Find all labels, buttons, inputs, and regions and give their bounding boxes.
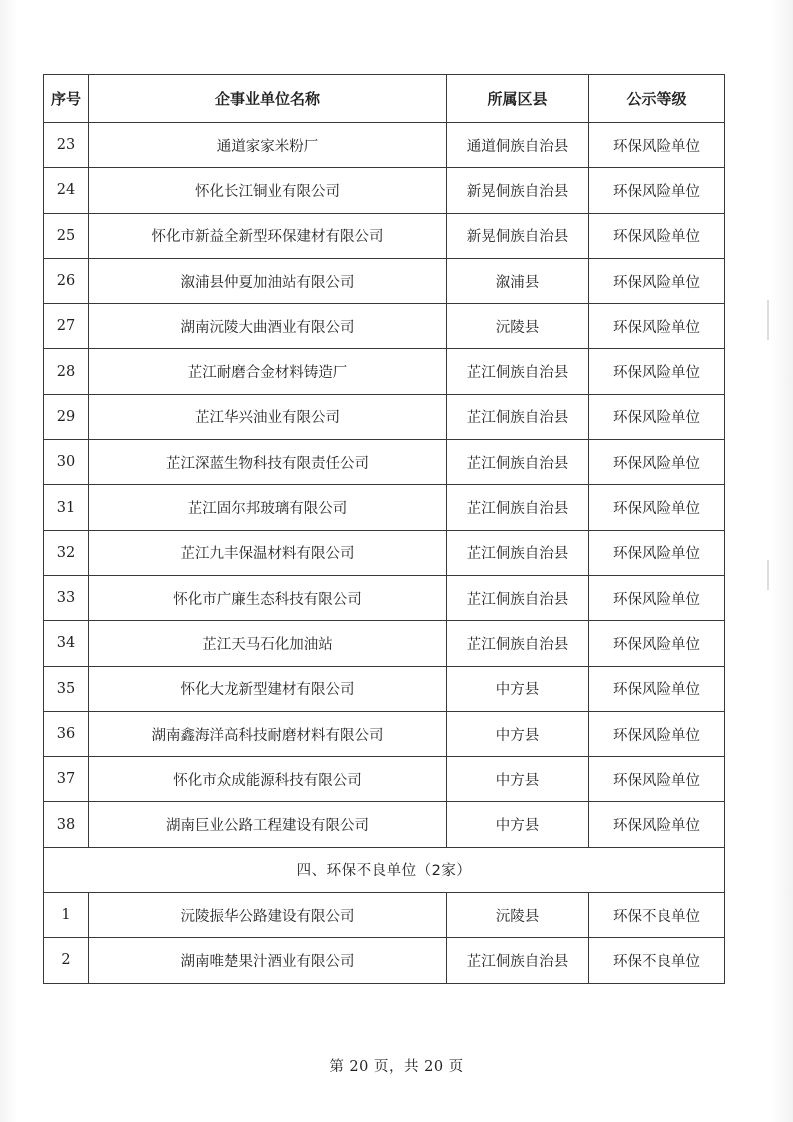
cell-level: 环保风险单位 bbox=[589, 168, 725, 213]
table-row bbox=[44, 394, 725, 439]
cell-county: 新晃侗族自治县 bbox=[447, 213, 589, 258]
table-row bbox=[44, 123, 725, 168]
cell-company-name: 怀化大龙新型建材有限公司 bbox=[89, 666, 447, 711]
scan-mark bbox=[767, 560, 769, 590]
cell-level: 环保不良单位 bbox=[589, 893, 725, 938]
section-title: 四、环保不良单位（2家） bbox=[44, 847, 725, 892]
table-row bbox=[44, 530, 725, 575]
header-level: 公示等级 bbox=[589, 75, 725, 123]
cell-level: 环保风险单位 bbox=[589, 666, 725, 711]
cell-county: 芷江侗族自治县 bbox=[447, 440, 589, 485]
cell-level: 环保风险单位 bbox=[589, 485, 725, 530]
table-row bbox=[44, 711, 725, 756]
cell-county: 芷江侗族自治县 bbox=[447, 530, 589, 575]
cell-company-name: 芷江华兴油业有限公司 bbox=[89, 394, 447, 439]
cell-no: 23 bbox=[44, 123, 89, 168]
cell-no: 32 bbox=[44, 530, 89, 575]
cell-no: 2 bbox=[44, 938, 89, 983]
table-row bbox=[44, 621, 725, 666]
cell-county: 芷江侗族自治县 bbox=[447, 621, 589, 666]
table-row bbox=[44, 938, 725, 983]
cell-no: 35 bbox=[44, 666, 89, 711]
table-header-row bbox=[44, 75, 725, 123]
cell-company-name: 怀化市新益全新型环保建材有限公司 bbox=[89, 213, 447, 258]
section-header-row bbox=[44, 847, 725, 892]
table-row bbox=[44, 802, 725, 847]
cell-level: 环保不良单位 bbox=[589, 938, 725, 983]
cell-county: 芷江侗族自治县 bbox=[447, 575, 589, 620]
cell-level: 环保风险单位 bbox=[589, 757, 725, 802]
cell-no: 38 bbox=[44, 802, 89, 847]
table-row bbox=[44, 666, 725, 711]
table-row bbox=[44, 485, 725, 530]
cell-company-name: 沅陵振华公路建设有限公司 bbox=[89, 893, 447, 938]
cell-county: 新晃侗族自治县 bbox=[447, 168, 589, 213]
table-row bbox=[44, 258, 725, 303]
cell-county: 沅陵县 bbox=[447, 304, 589, 349]
cell-no: 28 bbox=[44, 349, 89, 394]
cell-level: 环保风险单位 bbox=[589, 711, 725, 756]
cell-county: 沅陵县 bbox=[447, 893, 589, 938]
table-body bbox=[44, 123, 725, 848]
cell-no: 29 bbox=[44, 394, 89, 439]
header-no: 序号 bbox=[44, 75, 89, 123]
enterprise-table bbox=[43, 74, 725, 984]
cell-county: 中方县 bbox=[447, 802, 589, 847]
scan-mark bbox=[767, 300, 769, 340]
cell-no: 24 bbox=[44, 168, 89, 213]
cell-county: 芷江侗族自治县 bbox=[447, 938, 589, 983]
table-row bbox=[44, 304, 725, 349]
cell-level: 环保风险单位 bbox=[589, 258, 725, 303]
cell-no: 26 bbox=[44, 258, 89, 303]
cell-no: 36 bbox=[44, 711, 89, 756]
cell-company-name: 芷江耐磨合金材料铸造厂 bbox=[89, 349, 447, 394]
cell-company-name: 芷江天马石化加油站 bbox=[89, 621, 447, 666]
header-county: 所属区县 bbox=[447, 75, 589, 123]
cell-company-name: 湖南巨业公路工程建设有限公司 bbox=[89, 802, 447, 847]
cell-no: 31 bbox=[44, 485, 89, 530]
cell-county: 中方县 bbox=[447, 666, 589, 711]
header-name: 企事业单位名称 bbox=[89, 75, 447, 123]
cell-company-name: 怀化市众成能源科技有限公司 bbox=[89, 757, 447, 802]
cell-county: 芷江侗族自治县 bbox=[447, 485, 589, 530]
cell-no: 25 bbox=[44, 213, 89, 258]
cell-company-name: 湖南唯楚果汁酒业有限公司 bbox=[89, 938, 447, 983]
section-body bbox=[44, 847, 725, 983]
cell-level: 环保风险单位 bbox=[589, 304, 725, 349]
table-row bbox=[44, 575, 725, 620]
table-row bbox=[44, 757, 725, 802]
cell-company-name: 怀化长江铜业有限公司 bbox=[89, 168, 447, 213]
cell-level: 环保风险单位 bbox=[589, 621, 725, 666]
cell-level: 环保风险单位 bbox=[589, 802, 725, 847]
cell-level: 环保风险单位 bbox=[589, 394, 725, 439]
cell-company-name: 芷江深蓝生物科技有限责任公司 bbox=[89, 440, 447, 485]
cell-company-name: 湖南沅陵大曲酒业有限公司 bbox=[89, 304, 447, 349]
cell-level: 环保风险单位 bbox=[589, 530, 725, 575]
cell-company-name: 芷江固尔邦玻璃有限公司 bbox=[89, 485, 447, 530]
cell-level: 环保风险单位 bbox=[589, 575, 725, 620]
table-row bbox=[44, 440, 725, 485]
table-row bbox=[44, 168, 725, 213]
cell-no: 37 bbox=[44, 757, 89, 802]
cell-county: 通道侗族自治县 bbox=[447, 123, 589, 168]
cell-level: 环保风险单位 bbox=[589, 123, 725, 168]
table-row bbox=[44, 349, 725, 394]
cell-company-name: 通道家家米粉厂 bbox=[89, 123, 447, 168]
cell-level: 环保风险单位 bbox=[589, 213, 725, 258]
cell-county: 中方县 bbox=[447, 757, 589, 802]
table-row bbox=[44, 213, 725, 258]
cell-company-name: 溆浦县仲夏加油站有限公司 bbox=[89, 258, 447, 303]
cell-no: 30 bbox=[44, 440, 89, 485]
cell-company-name: 芷江九丰保温材料有限公司 bbox=[89, 530, 447, 575]
cell-no: 34 bbox=[44, 621, 89, 666]
cell-county: 芷江侗族自治县 bbox=[447, 349, 589, 394]
table-row bbox=[44, 893, 725, 938]
cell-level: 环保风险单位 bbox=[589, 440, 725, 485]
cell-company-name: 湖南鑫海洋高科技耐磨材料有限公司 bbox=[89, 711, 447, 756]
page-number: 第 20 页，共 20 页 bbox=[329, 1059, 464, 1075]
cell-county: 溆浦县 bbox=[447, 258, 589, 303]
cell-county: 芷江侗族自治县 bbox=[447, 394, 589, 439]
cell-company-name: 怀化市广廉生态科技有限公司 bbox=[89, 575, 447, 620]
cell-no: 27 bbox=[44, 304, 89, 349]
cell-no: 1 bbox=[44, 893, 89, 938]
cell-level: 环保风险单位 bbox=[589, 349, 725, 394]
cell-no: 33 bbox=[44, 575, 89, 620]
cell-county: 中方县 bbox=[447, 711, 589, 756]
page-footer bbox=[0, 1055, 793, 1076]
